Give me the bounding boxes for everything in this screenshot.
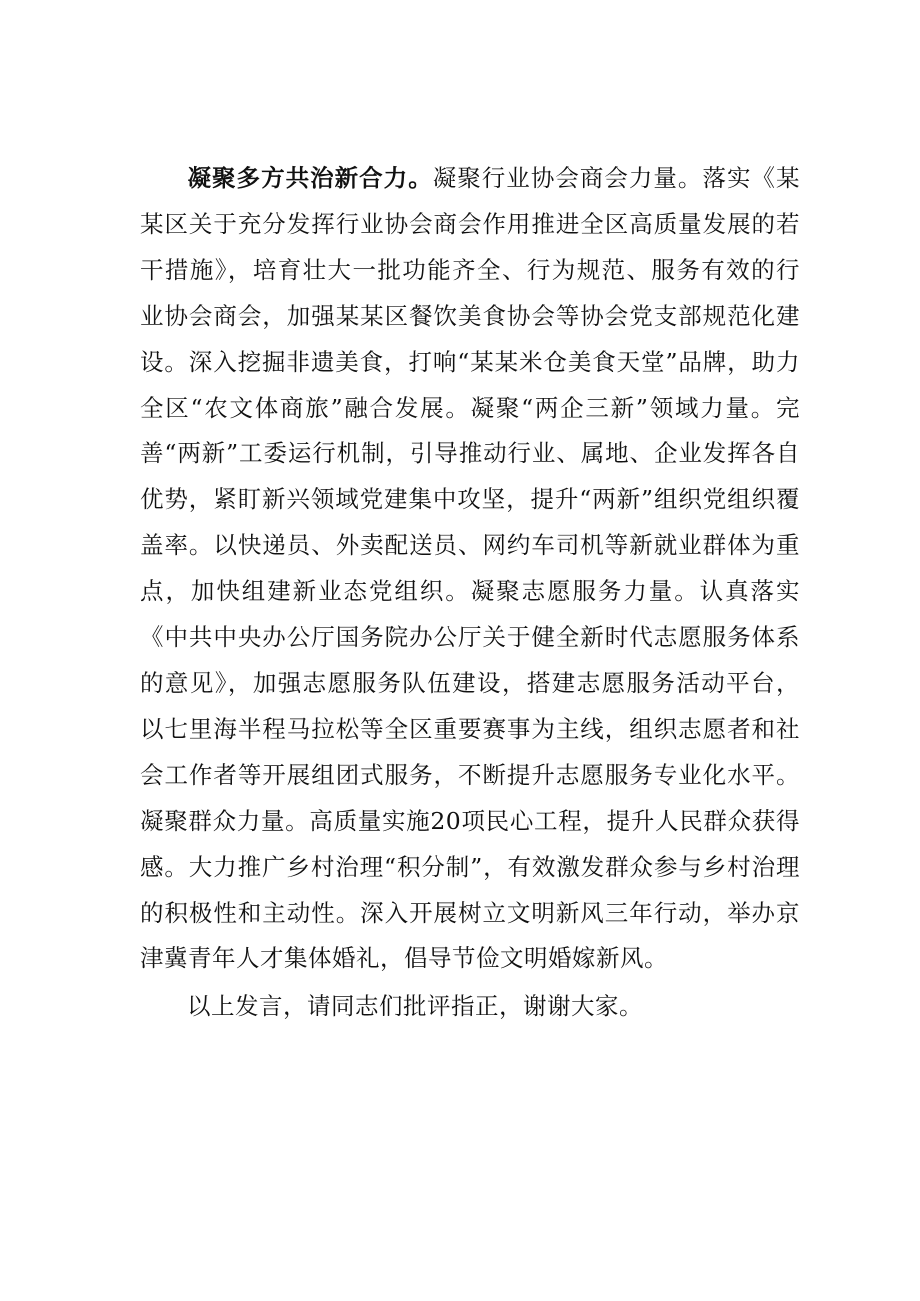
paragraph-2-body: 以上发言，请同志们批评指正，谢谢大家。	[187, 992, 643, 1021]
paragraph-1-body: 凝聚行业协会商会力量。落实《某某区关于充分发挥行业协会商会作用推进全区高质量发展的若干措施》，培育壮大一批功能齐全、行为规范、服务有效的行业协会商会，加强某某区餐饮美食协会等协会党支部规范化建设。深入挖掘非遗美食，打响“某某米仓美食天堂”品牌，助力全区“农文体商旅”融合发展。凝聚“两企三新”领域力量。完善“两新”工委运行机制，引导推动行业、属地、企业发挥各自优势，紧盯新兴领域党建集中攻坚，提升“两新”组织党组织覆盖率。以快递员、外卖配送员、网约车司机等新就业群体为重点，加快组建新业态党组织。凝聚志愿服务力量。认真落实《中共中央办公厅国务院办公厅关于健全新时代志愿服务体系的意见》，加强志愿服务队伍建设，搭建志愿服务活动平台，以七里海半程马拉松等全区重要赛事为主线，组织志愿者和社会工作者等开展组团式服务，不断提升志愿服务专业化水平。凝聚群众力量。高质量实施20项民心工程，提升人民群众获得感。大力推广乡村治理“积分制”，有效激发群众参与乡村治理的积极性和主动性。深入开展树立文明新风三年行动，举办京津冀青年人才集体婚礼，倡导节俭文明婚嫁新风。	[140, 164, 801, 973]
paragraph-1-heading: 凝聚多方共治新合力。	[187, 164, 433, 192]
paragraph-1	[140, 156, 800, 982]
document-body	[140, 156, 800, 1030]
paragraph-2	[140, 984, 800, 1030]
